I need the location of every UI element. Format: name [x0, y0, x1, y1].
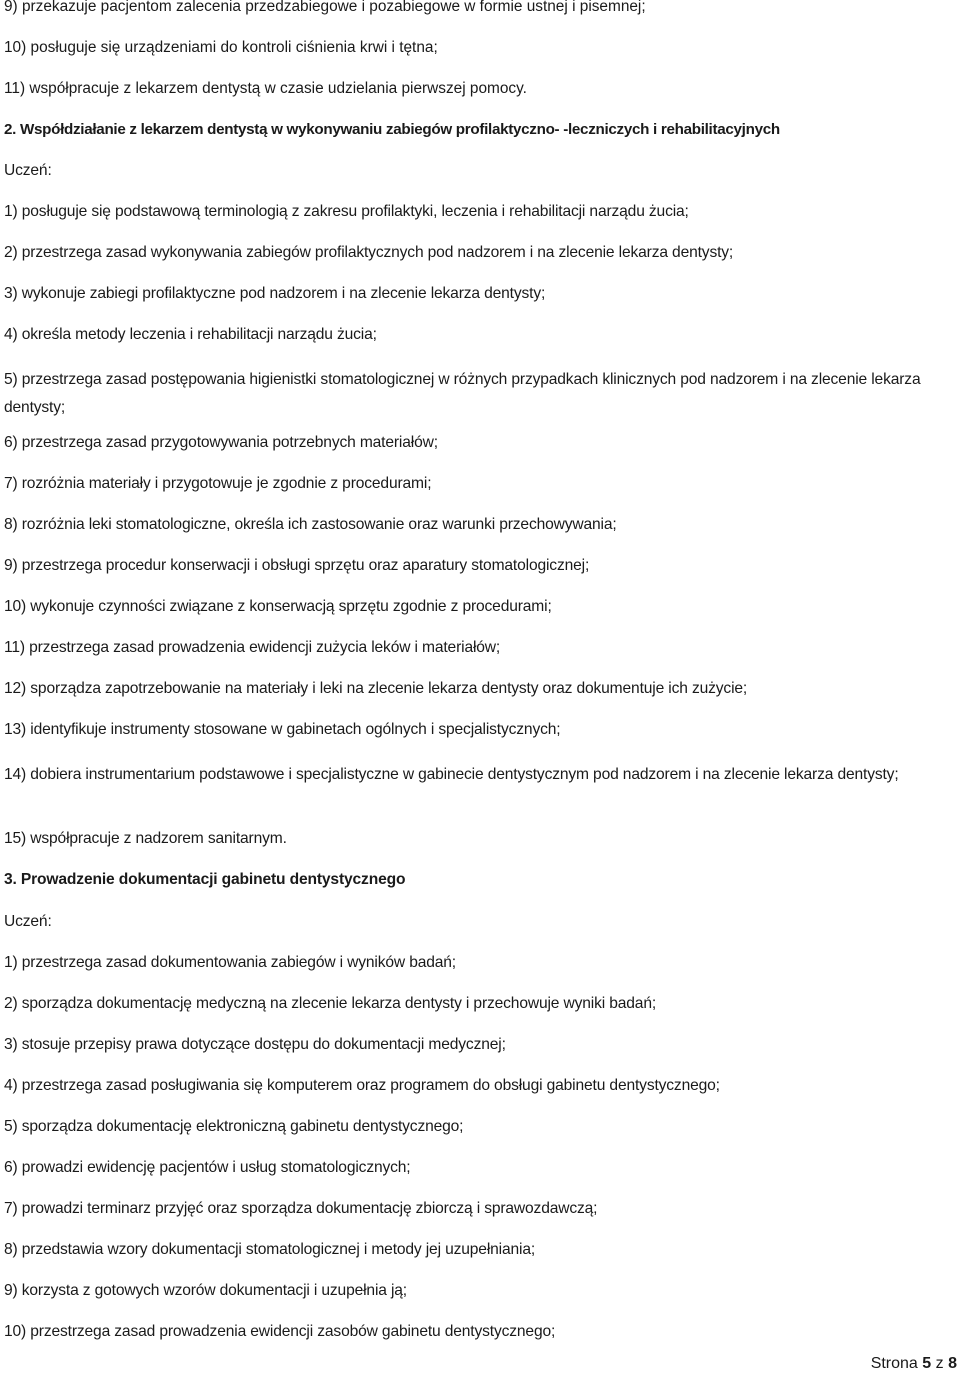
list-item: 6) prowadzi ewidencję pacjentów i usług stomatologicznych;: [4, 1159, 411, 1176]
section-heading: 2. Współdziałanie z lekarzem dentystą w wykonywaniu zabiegów profilaktyczno- -leczniczych i rehabilitacyjnych: [4, 121, 780, 138]
list-item: 7) rozróżnia materiały i przygotowuje je zgodnie z procedurami;: [4, 475, 432, 492]
list-item: 7) prowadzi terminarz przyjęć oraz sporządza dokumentację zbiorczą i sprawozdawczą;: [4, 1200, 598, 1217]
list-item: 10) posługuje się urządzeniami do kontroli ciśnienia krwi i tętna;: [4, 39, 438, 56]
list-item: 9) przestrzega procedur konserwacji i obsługi sprzętu oraz aparatury stomatologicznej;: [4, 557, 590, 574]
list-item: 6) przestrzega zasad przygotowywania potrzebnych materiałów;: [4, 434, 438, 451]
list-item: 5) przestrzega zasad postępowania higienistki stomatologicznej w różnych przypadkach klinicznych pod nadzorem i na zlecenie lekarza dentysty;: [4, 371, 921, 416]
list-item: 4) określa metody leczenia i rehabilitacji narządu żucia;: [4, 326, 377, 343]
list-item: 10) przestrzega zasad prowadzenia ewidencji zasobów gabinetu dentystycznego;: [4, 1323, 556, 1340]
total-pages-number: 8: [948, 1355, 957, 1372]
list-item: 14) dobiera instrumentarium podstawowe i specjalistyczne w gabinecie dentystycznym pod nadzorem i na zlecenie lekarza dentysty;: [4, 766, 899, 783]
list-item: 5) sporządza dokumentację elektroniczną gabinetu dentystycznego;: [4, 1118, 464, 1135]
list-item: 1) posługuje się podstawową terminologią z zakresu profilaktyki, leczenia i rehabilitacji narządu żucia;: [4, 203, 689, 220]
list-item: 3) stosuje przepisy prawa dotyczące dostępu do dokumentacji medycznej;: [4, 1036, 506, 1053]
section-heading: 3. Prowadzenie dokumentacji gabinetu dentystycznego: [4, 871, 406, 888]
list-item: 11) współpracuje z lekarzem dentystą w czasie udzielania pierwszej pomocy.: [4, 80, 527, 97]
current-page-number: 5: [922, 1355, 932, 1372]
list-item: 11) przestrzega zasad prowadzenia ewidencji zużycia leków i materiałów;: [4, 639, 501, 656]
list-item: 3) wykonuje zabiegi profilaktyczne pod nadzorem i na zlecenie lekarza dentysty;: [4, 285, 546, 302]
page-separator: z: [935, 1355, 944, 1372]
page-label: Strona: [870, 1355, 918, 1372]
list-item: 2) przestrzega zasad wykonywania zabiegów profilaktycznych pod nadzorem i na zlecenie lekarza dentysty;: [4, 244, 734, 261]
student-label: Uczeń:: [4, 162, 52, 179]
list-item: 9) korzysta z gotowych wzorów dokumentacji i uzupełnia ją;: [4, 1282, 407, 1299]
page-footer: [871, 1354, 957, 1374]
list-item: 8) przedstawia wzory dokumentacji stomatologicznej i metody jej uzupełniania;: [4, 1241, 536, 1258]
list-item: 8) rozróżnia leki stomatologiczne, określa ich zastosowanie oraz warunki przechowywania;: [4, 516, 617, 533]
list-item: 9) przekazuje pacjentom zalecenia przedzabiegowe i pozabiegowe w formie ustnej i pisemnej;: [4, 0, 646, 15]
list-item: 1) przestrzega zasad dokumentowania zabiegów i wyników badań;: [4, 954, 456, 971]
list-item: 2) sporządza dokumentację medyczną na zlecenie lekarza dentysty i przechowuje wyniki badań;: [4, 995, 657, 1012]
list-item: 15) współpracuje z nadzorem sanitarnym.: [4, 830, 287, 847]
list-item: 13) identyfikuje instrumenty stosowane w gabinetach ogólnych i specjalistycznych;: [4, 721, 561, 738]
list-item: 10) wykonuje czynności związane z konserwacją sprzętu zgodnie z procedurami;: [4, 598, 552, 615]
list-item: 4) przestrzega zasad posługiwania się komputerem oraz programem do obsługi gabinetu dentystycznego;: [4, 1077, 720, 1094]
list-item: 12) sporządza zapotrzebowanie na materiały i leki na zlecenie lekarza dentysty oraz dokumentuje ich zużycie;: [4, 680, 748, 697]
student-label: Uczeń:: [4, 913, 52, 930]
